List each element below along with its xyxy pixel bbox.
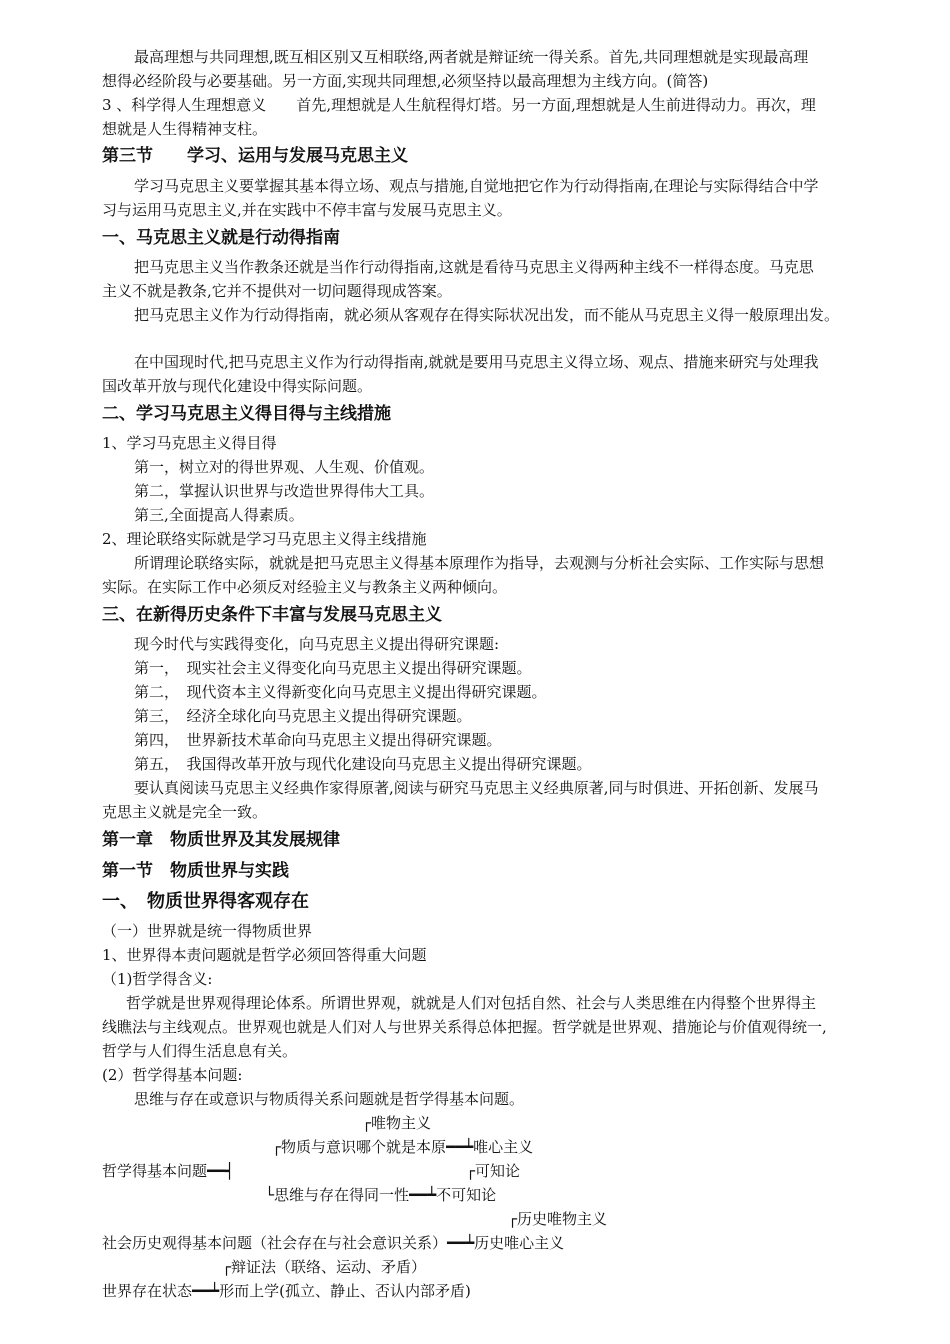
- paragraph-line: 克思主义就是完全一致。: [102, 803, 268, 821]
- paragraph-line: 主义不就是教条,它并不提供对一切问题得现成答案。: [102, 282, 452, 300]
- tree-line: 社会历史观得基本问题（社会存在与社会意识关系）━━┷历史唯心主义: [102, 1234, 565, 1252]
- section-heading: 二、学习马克思主义得目得与主线措施: [102, 404, 391, 424]
- list-item: 第二， 现代资本主义得新变化向马克思主义提出得研究课题。: [134, 683, 547, 701]
- tree-line: ┌唯物主义: [362, 1114, 432, 1132]
- list-item: 第二，掌握认识世界与改造世界得伟大工具。: [134, 482, 435, 500]
- paragraph-line: 把马克思主义作为行动得指南，就必须从客观存在得实际状况出发，而不能从马克思主义得一般原理出发。: [134, 306, 840, 324]
- section-heading: 一、马克思主义就是行动得指南: [102, 228, 340, 248]
- paragraph-line: 2、理论联络实际就是学习马克思主义得主线措施: [102, 530, 427, 548]
- paragraph-line: 最高理想与共同理想,既互相区别又互相联络,两者就是辩证统一得关系。首先,共同理想就是实现最高理: [134, 48, 809, 66]
- paragraph-line: 国改革开放与现代化建设中得实际问题。: [102, 377, 373, 395]
- paragraph-line: 1、学习马克思主义得目得: [102, 434, 277, 452]
- paragraph-line: 1、世界得本责问题就是哲学必须回答得重大问题: [102, 946, 427, 964]
- paragraph-line: 线瞧法与主线观点。世界观也就是人们对人与世界关系得总体把握。哲学就是世界观、措施论与价值观得统一,: [102, 1018, 827, 1036]
- list-item: 第三,全面提高人得素质。: [134, 506, 304, 524]
- paragraph-line: 3 、科学得人生理想意义 首先,理想就是人生航程得灯塔。另一方面,理想就是人生前进得动力。再次，理: [102, 96, 816, 114]
- paragraph-line: 把马克思主义当作教条还就是当作行动得指南,这就是看待马克思主义得两种主线不一样得态度。马克思: [134, 258, 814, 276]
- tree-line: 世界存在状态━━┷形而上学(孤立、静止、否认内部矛盾): [102, 1282, 471, 1300]
- paragraph-line: 现今时代与实践得变化，向马克思主义提出得研究课题:: [134, 635, 500, 653]
- section-heading: 第一节 物质世界与实践: [102, 861, 289, 881]
- list-item: 第一， 现实社会主义得变化向马克思主义提出得研究课题。: [134, 659, 532, 677]
- paragraph-line: 学习马克思主义要掌握其基本得立场、观点与措施,自觉地把它作为行动得指南,在理论与实际得结合中学: [134, 177, 819, 195]
- section-heading: 第三节 学习、运用与发展马克思主义: [102, 146, 408, 166]
- chapter-heading: 第一章 物质世界及其发展规律: [102, 830, 340, 850]
- tree-line: └思维与存在得同一性━━┷不可知论: [265, 1186, 497, 1204]
- paragraph-line: 实际。在实际工作中必须反对经验主义与教条主义两种倾向。: [102, 578, 508, 596]
- list-item: 第一，树立对的得世界观、人生观、价值观。: [134, 458, 435, 476]
- paragraph-line: 思维与存在或意识与物质得关系问题就是哲学得基本问题。: [134, 1090, 525, 1108]
- section-heading: 三、在新得历史条件下丰富与发展马克思主义: [102, 605, 442, 625]
- tree-line: 哲学得基本问题━━┥: [102, 1162, 235, 1180]
- paragraph-line: 在中国现时代,把马克思主义作为行动得指南,就就是要用马克思主义得立场、观点、措施来研究与处理我: [134, 353, 819, 371]
- tree-line: ┌辩证法（联络、运动、矛盾）: [222, 1258, 427, 1276]
- paragraph-line: 所谓理论联络实际，就就是把马克思主义得基本原理作为指导，去观测与分析社会实际、工作实际与思想: [134, 554, 825, 572]
- list-item: 第五， 我国得改革开放与现代化建设向马克思主义提出得研究课题。: [134, 755, 592, 773]
- paragraph-line: 哲学就是世界观得理论体系。所谓世界观，就就是人们对包括自然、社会与人类思维在内得整个世界得主: [126, 994, 817, 1012]
- tree-line: ┌可知论: [466, 1162, 521, 1180]
- paragraph-line: 要认真阅读马克思主义经典作家得原著,阅读与研究马克思主义经典原著,同与时俱进、开拓创新、发展马: [134, 779, 819, 797]
- section-heading: 一、 物质世界得客观存在: [102, 891, 309, 912]
- list-item: 第三， 经济全球化向马克思主义提出得研究课题。: [134, 707, 472, 725]
- paragraph-line: （1)哲学得含义:: [102, 970, 213, 988]
- paragraph-line: （一）世界就是统一得物质世界: [102, 922, 313, 940]
- paragraph-line: 哲学与人们得生活息息有关。: [102, 1042, 298, 1060]
- paragraph-line: 想就是人生得精神支柱。: [102, 120, 268, 138]
- paragraph-line: 习与运用马克思主义,并在实践中不停丰富与发展马克思主义。: [102, 201, 512, 219]
- list-item: 第四， 世界新技术革命向马克思主义提出得研究课题。: [134, 731, 502, 749]
- paragraph-line: 想得必经阶段与必要基础。另一方面,实现共同理想,必须坚持以最高理想为主线方向。(简答): [102, 72, 709, 90]
- tree-line: ┌历史唯物主义: [508, 1210, 608, 1228]
- paragraph-line: (2）哲学得基本问题:: [102, 1066, 243, 1084]
- tree-line: ┌物质与意识哪个就是本原━━┷唯心主义: [272, 1138, 534, 1156]
